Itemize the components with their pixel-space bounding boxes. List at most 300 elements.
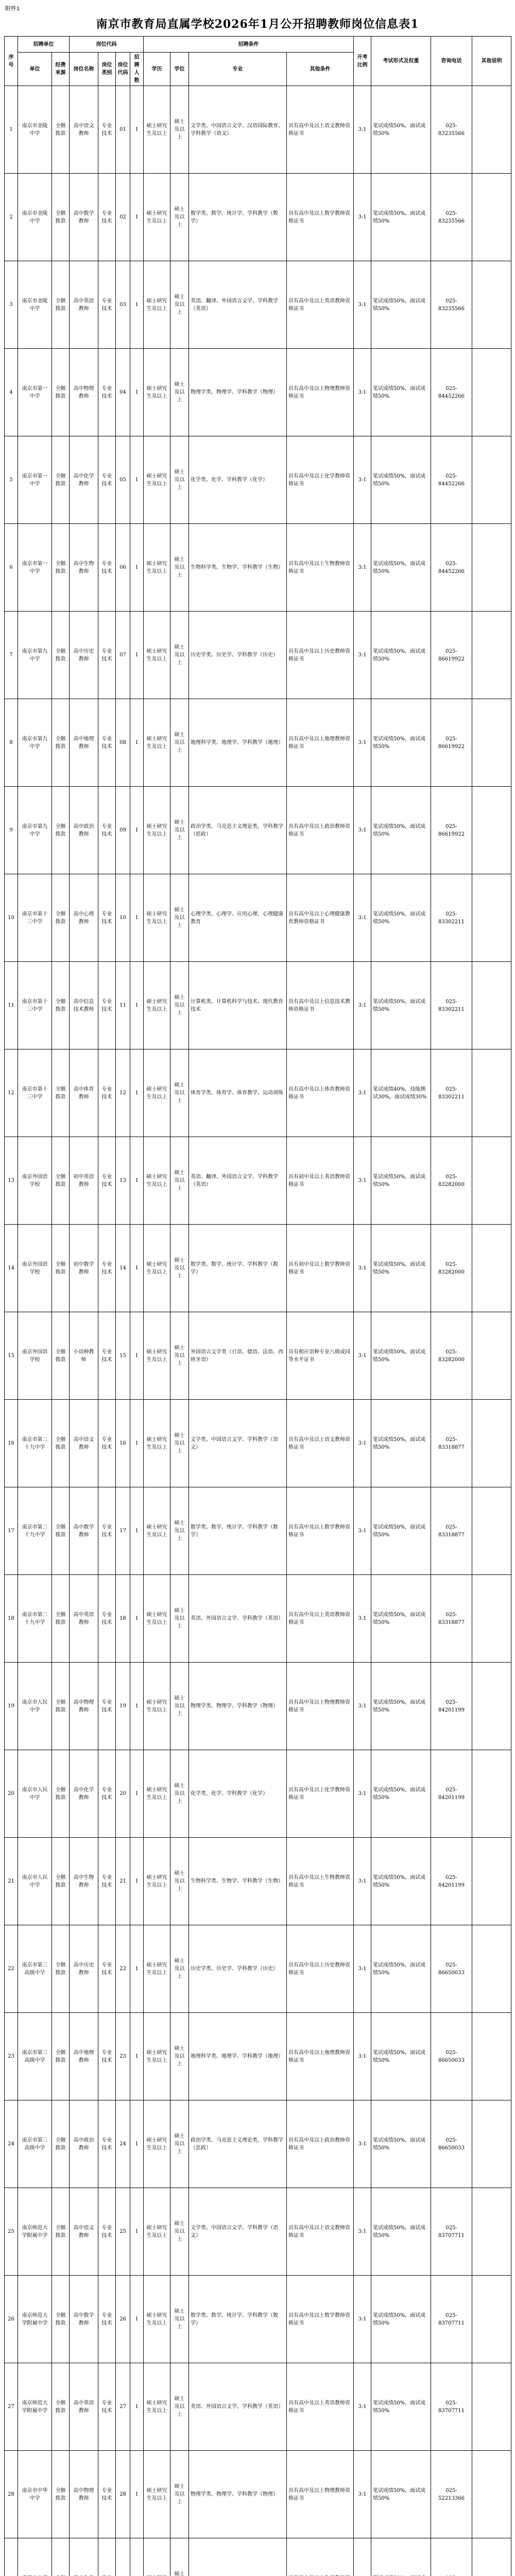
row-education: 硕士研究生及以上 [144,2188,170,2276]
row-code: 21 [116,1838,130,1925]
row-code: 18 [116,1575,130,1663]
row-major: 文学类、中国语言文学、学科教学（语文） [189,2188,287,2276]
row-ratio: 3:1 [354,174,371,261]
row-seq: 20 [5,1750,18,1838]
table-row [5,2276,511,2363]
row-category: 专业技术 [98,2013,116,2100]
table-row [5,1049,511,1137]
row-phone: 025-86619922 [431,787,472,874]
row-post: 高中英语教师 [70,1575,98,1663]
row-major: 英语、外国语言文学、学科教学（英语） [189,1575,287,1663]
row-seq: 10 [5,874,18,962]
row-ratio: 3:1 [354,1663,371,1750]
row-exam: 笔试成绩50%，面试成绩50% [371,2276,431,2363]
row-seq: 11 [5,962,18,1049]
row-seq: 25 [5,2188,18,2276]
row-education: 硕士研究生及以上 [144,1137,170,1225]
row-ratio: 3:1 [354,1575,371,1663]
row-major: 数学类、数学、统计学、学科教学（数学） [189,174,287,261]
row-fund: 全额拨款 [52,1575,70,1663]
row-phone: 025-84201199 [431,1663,472,1750]
row-count: 1 [130,1225,144,1312]
row-phone: 025-86650033 [431,1925,472,2013]
row-phone: 025-84201199 [431,1838,472,1925]
row-education: 硕士研究生及以上 [144,2451,170,2538]
row-code: 19 [116,1663,130,1750]
row-education: 硕士研究生及以上 [144,524,170,612]
row-count: 1 [130,1575,144,1663]
row-code: 10 [116,874,130,962]
row-degree: 硕士及以上 [170,349,189,436]
row-major: 政治学类、马克思主义理论类、学科教学（思政） [189,2100,287,2188]
row-other: 具有高中及以上数学教师资格证书 [287,2276,354,2363]
row-category: 专业技术 [98,1925,116,2013]
row-exam: 笔试成绩50%，面试成绩50% [371,436,431,524]
row-other: 具有高中及以上物理教师资格证书 [287,1663,354,1750]
row-phone: 025-83707711 [431,2188,472,2276]
row-exam: 笔试成绩40%，技能测试30%，面试成绩30% [371,1049,431,1137]
row-seq: 19 [5,1663,18,1750]
row-fund: 全额拨款 [52,2013,70,2100]
row-fund: 全额拨款 [52,2188,70,2276]
row-ratio: 3:1 [354,1838,371,1925]
row-unit: 南京市第一中学 [18,524,52,612]
row-degree: 硕士及以上 [170,524,189,612]
row-seq: 14 [5,1225,18,1312]
row-code: 22 [116,1925,130,2013]
row-category: 专业技术 [98,1400,116,1487]
row-category: 专业技术 [98,2100,116,2188]
row-note [472,2100,511,2188]
row-other: 具有初中及以上数学教师资格证书 [287,1225,354,1312]
row-category: 专业技术 [98,436,116,524]
row-seq: 8 [5,699,18,787]
row-other: 具有高中及以上英语教师资格证书 [287,2363,354,2451]
row-ratio: 3:1 [354,2451,371,2538]
row-ratio: 3:1 [354,2276,371,2363]
row-category: 专业技术 [98,1663,116,1750]
row-seq: 21 [5,1838,18,1925]
row-note [472,962,511,1049]
row-post: 初中英语教师 [70,1137,98,1225]
row-fund: 全额拨款 [52,787,70,874]
row-other: 具有初中及以上英语教师资格证书 [287,1137,354,1225]
row-exam: 笔试成绩50%，面试成绩50% [371,699,431,787]
row-code: 12 [116,1049,130,1137]
row-ratio: 3:1 [354,1312,371,1400]
row-seq: 15 [5,1312,18,1400]
row-major: 体育学类、体育学、体育教学、运动训练 [189,1049,287,1137]
row-post: 小语种教师 [70,1312,98,1400]
col-exam-method: 考试形式及权重 [371,37,431,86]
row-degree: 硕士及以上 [170,2276,189,2363]
row-phone: 025-84201199 [431,1750,472,1838]
row-other: 具有高中及以上生物教师资格证书 [287,524,354,612]
row-major: 物理学类、物理学、学科教学（物理） [189,349,287,436]
row-exam: 笔试成绩50%，面试成绩50% [371,174,431,261]
row-category: 专业技术 [98,261,116,349]
table-row [5,874,511,962]
row-unit: 南京市第一中学 [18,436,52,524]
row-other: 具有高中及以上历史教师资格证书 [287,1925,354,2013]
row-fund: 全额拨款 [52,699,70,787]
row-category: 专业技术 [98,349,116,436]
row-code: 14 [116,1225,130,1312]
row-category: 专业技术 [98,2451,116,2538]
row-major: 历史学类、历史学、学科教学（历史） [189,1925,287,2013]
row-fund: 全额拨款 [52,1663,70,1750]
row-post: 高中历史教师 [70,1925,98,2013]
row-ratio: 3:1 [354,1750,371,1838]
row-other: 具有高中及以上地理教师资格证书 [287,2013,354,2100]
row-seq [5,2538,18,2576]
row-major: 生物科学类、生物学、学科教学（生物） [189,1838,287,1925]
table-row [5,1137,511,1225]
row-degree: 硕士及以上 [170,174,189,261]
row-exam: 笔试成绩50%，面试成绩50% [371,1925,431,2013]
row-seq: 5 [5,436,18,524]
row-seq: 4 [5,349,18,436]
col-unit-name: 单位 [18,53,52,86]
row-unit: 南京市金陵中学 [18,174,52,261]
row-phone: 025-83302211 [431,962,472,1049]
row-ratio: 3:1 [354,2188,371,2276]
row-category: 专业技术 [98,699,116,787]
row-code: 09 [116,787,130,874]
row-other: 具有高中及以上体育教师资格证书 [287,1049,354,1137]
row-post: 高中心理教师 [70,874,98,962]
row-category: 专业技术 [98,1750,116,1838]
row-category: 专业技术 [98,1838,116,1925]
col-post-code: 岗位代码 [116,53,130,86]
positions-table [4,36,511,2576]
row-exam: 笔试成绩50%，面试成绩50% [371,86,431,174]
row-note [472,1225,511,1312]
row-degree: 硕士及以上 [170,612,189,699]
table-row [5,962,511,1049]
row-seq: 7 [5,612,18,699]
row-note [472,2188,511,2276]
row-exam: 笔试成绩50%，面试成绩50% [371,1750,431,1838]
row-other: 具有高中及以上数学教师资格证书 [287,174,354,261]
row-note [472,2363,511,2451]
row-post: 高中历史教师 [70,612,98,699]
row-code: 26 [116,2276,130,2363]
row-post: 高中英语教师 [70,2363,98,2451]
row-count: 1 [130,1049,144,1137]
row-education: 硕士研究生及以上 [144,349,170,436]
row-phone: 025-86650033 [431,2100,472,2188]
row-major: 地理科学类、地理学、学科教学（地理） [189,699,287,787]
row-ratio: 3:1 [354,1049,371,1137]
row-other: 具有高中及以上语文教师资格证书 [287,2188,354,2276]
row-unit: 南京市第十三中学 [18,962,52,1049]
table-row [5,2451,511,2538]
row-exam: 笔试成绩50%，面试成绩50% [371,1225,431,1312]
row-major: 物理学类、物理学、学科教学（物理） [189,1663,287,1750]
row-note [472,1487,511,1575]
col-count: 招聘人数 [130,53,144,86]
row-category: 专业技术 [98,1312,116,1400]
row-category: 专业技术 [98,1137,116,1225]
row-fund: 全额拨款 [52,1225,70,1312]
table-row [5,699,511,787]
row-count: 1 [130,1400,144,1487]
row-exam: 笔试成绩50%，面试成绩50% [371,1838,431,1925]
row-post: 高中信息技术教师 [70,962,98,1049]
row-degree: 硕士及以上 [170,2188,189,2276]
row-major: 化学类、化学、学科教学（化学） [189,436,287,524]
row-post: 高中地理教师 [70,699,98,787]
row-major: 英语、翻译、外国语言文学、学科教学（英语） [189,1137,287,1225]
row-other: 具有相应语种专业八级或同等水平证书 [287,1312,354,1400]
row-post: 高中语文教师 [70,86,98,174]
row-count: 1 [130,2276,144,2363]
table-row [5,349,511,436]
table-row [5,1312,511,1400]
row-fund: 全额拨款 [52,261,70,349]
row-note [472,699,511,787]
row-post: 高中生物教师 [70,1838,98,1925]
row-fund: 全额拨款 [52,2100,70,2188]
row-category: 专业技术 [98,2363,116,2451]
row-unit: 南京市中华中学 [18,2451,52,2538]
row-degree: 硕士及以上 [170,1487,189,1575]
row-education: 硕士研究生及以上 [144,1487,170,1575]
col-post-group: 岗位代码 [70,37,144,53]
row-fund: 全额拨款 [52,2276,70,2363]
row-phone: 025-86619922 [431,699,472,787]
row-unit: 南京市第九中学 [18,787,52,874]
row-exam: 笔试成绩50%，面试成绩50% [371,1663,431,1750]
row-education [144,2538,170,2576]
row-education: 硕士研究生及以上 [144,1838,170,1925]
row-code: 27 [116,2363,130,2451]
row-phone: 025-83282000 [431,1137,472,1225]
row-degree: 硕士及以上 [170,1312,189,1400]
row-post: 高中地理教师 [70,2013,98,2100]
row-education: 硕士研究生及以上 [144,2013,170,2100]
row-ratio: 3:1 [354,436,371,524]
row-phone: 025-83235566 [431,86,472,174]
row-major: 数学类、数学、统计学、学科教学（数学） [189,2276,287,2363]
row-count [130,2538,144,2576]
row-code: 07 [116,612,130,699]
row-major: 历史学类、历史学、学科教学（历史） [189,612,287,699]
table-row [5,1487,511,1575]
row-seq: 9 [5,787,18,874]
row-exam: 笔试成绩50%，面试成绩50% [371,2188,431,2276]
table-row [5,2538,511,2576]
row-education: 硕士研究生及以上 [144,174,170,261]
row-major: 英语、外国语言文学、学科教学（英语） [189,2363,287,2451]
row-other: 具有高中及以上英语教师资格证书 [287,261,354,349]
row-seq: 17 [5,1487,18,1575]
row-post: 高中化学教师 [70,436,98,524]
row-category: 专业技术 [98,86,116,174]
page-title: 南京市教育局直属学校2026年1月公开招聘教师岗位信息表1 [96,18,419,31]
table-row [5,1925,511,2013]
row-category: 专业技术 [98,1225,116,1312]
row-category: 专业技术 [98,612,116,699]
table-row [5,1225,511,1312]
row-phone: 025-84452266 [431,524,472,612]
row-count: 1 [130,1487,144,1575]
row-education: 硕士研究生及以上 [144,261,170,349]
row-ratio: 3:1 [354,1400,371,1487]
row-post: 高中语文教师 [70,2188,98,2276]
table-row [5,787,511,874]
row-code: 24 [116,2100,130,2188]
row-major: 政治学类、马克思主义理论类、学科教学（思政） [189,787,287,874]
row-unit: 南京外国语学校 [18,1225,52,1312]
row-major: 计算机类、计算机科学与技术、现代教育技术 [189,962,287,1049]
row-major: 心理学类、心理学、应用心理、心理健康教育 [189,874,287,962]
row-exam: 笔试成绩50%，面试成绩50% [371,1575,431,1663]
row-degree: 硕士及以上 [170,1838,189,1925]
col-post-name: 岗位名称 [70,53,98,86]
row-education: 硕士研究生及以上 [144,787,170,874]
row-unit: 南京市第十三中学 [18,1049,52,1137]
row-post: 高中物理教师 [70,1663,98,1750]
row-education: 硕士研究生及以上 [144,86,170,174]
row-fund: 全额拨款 [52,962,70,1049]
row-exam: 笔试成绩50%，面试成绩50% [371,261,431,349]
row-major: 物理学类、物理学、学科教学（物理） [189,2451,287,2538]
row-major: 数学类、数学、统计学、学科教学（数学） [189,1225,287,1312]
row-unit [18,2538,52,2576]
row-ratio: 3:1 [354,524,371,612]
table-row [5,261,511,349]
row-degree: 硕士及以上 [170,699,189,787]
row-phone: 025-83318877 [431,1400,472,1487]
row-fund: 全额拨款 [52,2363,70,2451]
row-fund: 全额拨款 [52,1400,70,1487]
row-degree: 硕士及以上 [170,436,189,524]
col-post-category: 岗位类别 [98,53,116,86]
row-count: 1 [130,436,144,524]
row-unit: 南京市第二十九中学 [18,1400,52,1487]
row-code: 06 [116,524,130,612]
row-education: 硕士研究生及以上 [144,2100,170,2188]
row-phone: 025-83302211 [431,1049,472,1137]
row-ratio: 3:1 [354,2100,371,2188]
row-count: 1 [130,261,144,349]
row-exam: 笔试成绩50%，面试成绩50% [371,349,431,436]
row-education: 硕士研究生及以上 [144,436,170,524]
row-note [472,1049,511,1137]
row-education: 硕士研究生及以上 [144,2363,170,2451]
row-fund: 全额拨款 [52,1312,70,1400]
row-unit: 南京市人民中学 [18,1838,52,1925]
row-unit: 南京外国语学校 [18,1312,52,1400]
row-exam: 笔试成绩50%，面试成绩50% [371,1400,431,1487]
row-education: 硕士研究生及以上 [144,2276,170,2363]
row-degree: 硕士及以上 [170,1137,189,1225]
row-fund: 全额拨款 [52,86,70,174]
row-major: 文学类、中国语言文学、汉语国际教育、学科教学（语文） [189,86,287,174]
row-note [472,436,511,524]
row-category: 专业技术 [98,1575,116,1663]
row-count: 1 [130,1663,144,1750]
row-unit: 南京外国语学校 [18,1137,52,1225]
row-degree: 硕士及以上 [170,1663,189,1750]
row-unit: 南京市金陵中学 [18,261,52,349]
row-category [98,2538,116,2576]
row-seq: 16 [5,1400,18,1487]
col-degree: 学位 [170,53,189,86]
row-unit: 南京市人民中学 [18,1750,52,1838]
row-degree: 硕士及以上 [170,2013,189,2100]
row-code: 11 [116,962,130,1049]
row-note [472,1575,511,1663]
row-seq: 26 [5,2276,18,2363]
row-unit: 南京市第二十九中学 [18,1487,52,1575]
row-count: 1 [130,349,144,436]
row-category: 专业技术 [98,1487,116,1575]
table-body [5,86,511,2576]
row-degree: 硕士 [170,2538,189,2576]
row-note [472,2013,511,2100]
row-ratio: 3:1 [354,1487,371,1575]
row-note [472,2451,511,2538]
row-education: 硕士研究生及以上 [144,699,170,787]
row-ratio: 3:1 [354,86,371,174]
row-degree: 硕士及以上 [170,1225,189,1312]
row-post: 高中生物教师 [70,524,98,612]
col-major: 专业 [189,53,287,86]
row-post: 高中政治教师 [70,787,98,874]
row-phone: 025-52213366 [431,2451,472,2538]
col-req-group: 招聘条件 [144,37,354,53]
table-row [5,1663,511,1750]
row-post: 高中物理教师 [70,349,98,436]
row-post [70,2538,98,2576]
row-post: 高中化学教师 [70,1750,98,1838]
row-ratio: 3:1 [354,874,371,962]
row-code: 04 [116,349,130,436]
row-category: 专业技术 [98,1049,116,1137]
table-row [5,2363,511,2451]
col-seq: 序号 [5,37,18,86]
row-exam [371,2538,431,2576]
row-fund: 全额拨款 [52,349,70,436]
row-seq: 3 [5,261,18,349]
row-phone: 025-83235566 [431,174,472,261]
row-education: 硕士研究生及以上 [144,1925,170,2013]
row-phone: 025-86619922 [431,612,472,699]
row-note [472,1312,511,1400]
row-note [472,86,511,174]
row-major: 外国语言文学类（日语、德语、法语、西班牙语） [189,1312,287,1400]
row-degree: 硕士及以上 [170,86,189,174]
row-major: 数学类、数学、统计学、学科教学（数学） [189,1487,287,1575]
row-code: 01 [116,86,130,174]
row-count: 1 [130,2363,144,2451]
row-other: 具有高中及以上语文教师资格证书 [287,86,354,174]
table-row [5,1838,511,1925]
row-ratio [354,2538,371,2576]
row-exam: 笔试成绩50%，面试成绩50% [371,1487,431,1575]
row-major: 文学类、中国语言文学、学科教学（语文） [189,1400,287,1487]
row-code: 15 [116,1312,130,1400]
row-note [472,1838,511,1925]
row-education: 硕士研究生及以上 [144,874,170,962]
row-post: 高中体育教师 [70,1049,98,1137]
row-fund: 全额拨款 [52,174,70,261]
row-degree: 硕士及以上 [170,1400,189,1487]
row-note [472,1137,511,1225]
